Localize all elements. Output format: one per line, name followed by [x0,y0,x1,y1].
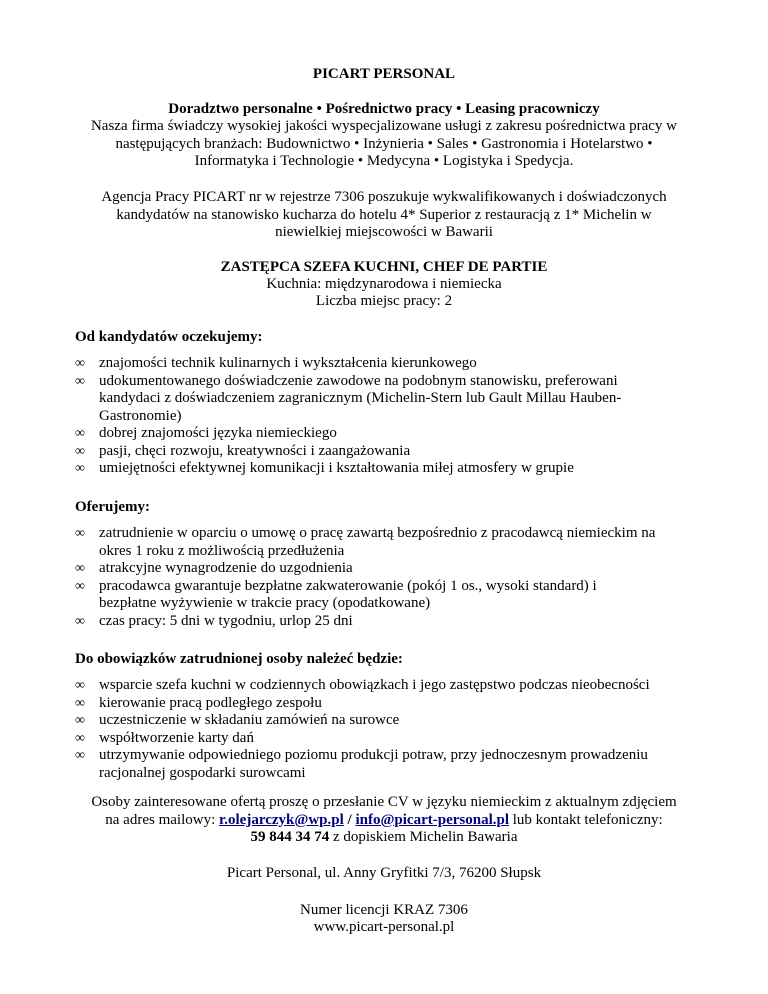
offer-list [75,525,700,630]
company-name: PICART PERSONAL [312,66,456,82]
list-item: ∞ atrakcyjne wynagrodzenie do uzgodnienia [75,560,353,576]
infinity-bullet-icon: ∞ [75,695,85,711]
openings-info: Liczba miejsc pracy: 2 [315,293,453,309]
contact-line: 59 844 34 74 z dopiskiem Michelin Bawaria [250,829,518,845]
services-line: Doradztwo personalne • Pośrednictwo pracy • Leasing pracowniczy [168,101,600,117]
list-item: ∞ zatrudnienie w oparciu o umowę o pracę zawartą bezpośrednio z pracodawcą niemieckim na okres 1 roku z możliwością przedłużenia [75,525,656,559]
intro-paragraph [0,118,768,171]
requirements-list [75,355,700,478]
list-item: ∞ czas pracy: 5 dni w tygodniu, urlop 25 dni [75,612,353,629]
list-item: ∞ umiejętności efektywnej komunikacji i kształtowania miłej atmosfery w grupie [75,460,574,476]
infinity-bullet-icon: ∞ [75,373,85,389]
phone-number: 59 844 34 74 [250,829,330,845]
email-link-olejarczyk[interactable]: r.olejarczyk@wp.pl [218,811,344,828]
agency-line: Agencja Pracy PICART nr w rejestrze 7306 poszukuje wykwalifikowanych i doświadczonych [101,189,667,205]
requirements-heading: Od kandydatów oczekujemy: [75,329,263,345]
infinity-bullet-icon: ∞ [75,426,85,441]
infinity-bullet-icon: ∞ [75,443,85,459]
agency-paragraph [0,189,768,242]
company-address: Picart Personal, ul. Anny Gryfitki 7/3, 76200 Słupsk [226,865,542,881]
intro-line: Informatyka i Technologie • Medycyna • Logistyka i Spedycja. [194,153,574,169]
infinity-bullet-icon: ∞ [75,713,85,728]
position-title: ZASTĘPCA SZEFA KUCHNI, CHEF DE PARTIE [220,259,548,275]
list-item: ∞ kierowanie pracą podległego zespołu [75,694,322,711]
infinity-bullet-icon: ∞ [75,526,85,541]
contact-paragraph [0,794,768,847]
infinity-bullet-icon: ∞ [75,561,85,576]
contact-line: Osoby zainteresowane ofertą proszę o przesłanie CV w języku niemieckim z aktualnym zdjęciem [91,794,677,810]
intro-line: Nasza firma świadczy wysokiej jakości wyspecjalizowane usługi z zakresu pośrednictwa pracy w [90,118,678,134]
cuisine-info: Kuchnia: międzynarodowa i niemiecka [266,276,502,292]
infinity-bullet-icon: ∞ [75,461,85,476]
list-item: ∞ utrzymywanie odpowiedniego poziomu produkcji potraw, przy jednoczesnym prowadzeniu racjonalnej gospodarki surowcami [75,747,648,781]
list-item: ∞ wsparcie szefa kuchni w codziennych obowiązkach i jego zastępstwo podczas nieobecności [75,677,650,693]
email-link-info[interactable]: info@picart-personal.pl [355,811,509,828]
list-item: ∞ współtworzenie karty dań [75,729,254,746]
duties-list [75,677,700,782]
intro-line: następujących branżach: Budownictwo • Inżynieria • Sales • Gastronomia i Hotelarstwo • [115,135,653,152]
infinity-bullet-icon: ∞ [75,578,85,594]
infinity-bullet-icon: ∞ [75,678,85,693]
agency-line: kandydatów na stanowisko kucharza do hotelu 4* Superior z restauracją z 1* Michelin w [116,206,652,223]
license-number: Numer licencji KRAZ 7306 [300,902,468,918]
infinity-bullet-icon: ∞ [75,730,85,746]
infinity-bullet-icon: ∞ [75,748,85,763]
contact-line: na adres mailowy: r.olejarczyk@wp.pl / info@picart-personal.pl lub kontakt telefoniczny: [105,811,663,828]
list-item: ∞ udokumentowanego doświadczenie zawodowe na podobnym stanowisku, preferowani kandydaci z doświadczeniem zagranicznym (Michelin-Stern lub Gault Millau Hauben- Gastronomie) [75,372,622,424]
list-item: ∞ uczestniczenie w składaniu zamówień na surowce [75,712,400,728]
agency-line: niewielkiej miejscowości w Bawarii [275,224,493,240]
infinity-bullet-icon: ∞ [75,356,85,371]
infinity-bullet-icon: ∞ [75,613,85,629]
list-item: ∞ dobrej znajomości języka niemieckiego [75,425,337,441]
duties-heading: Do obowiązków zatrudnionej osoby należeć będzie: [75,651,403,667]
website: www.picart-personal.pl [313,919,455,935]
list-item: ∞ pasji, chęci rozwoju, kreatywności i zaangażowania [75,442,411,459]
offer-heading: Oferujemy: [75,499,150,515]
list-item: ∞ znajomości technik kulinarnych i wykształcenia kierunkowego [75,355,477,371]
list-item: ∞ pracodawca gwarantuje bezpłatne zakwaterowanie (pokój 1 os., wysoki standard) i bezpłatne wyżywienie w trakcie pracy (opodatkowane) [75,577,597,611]
